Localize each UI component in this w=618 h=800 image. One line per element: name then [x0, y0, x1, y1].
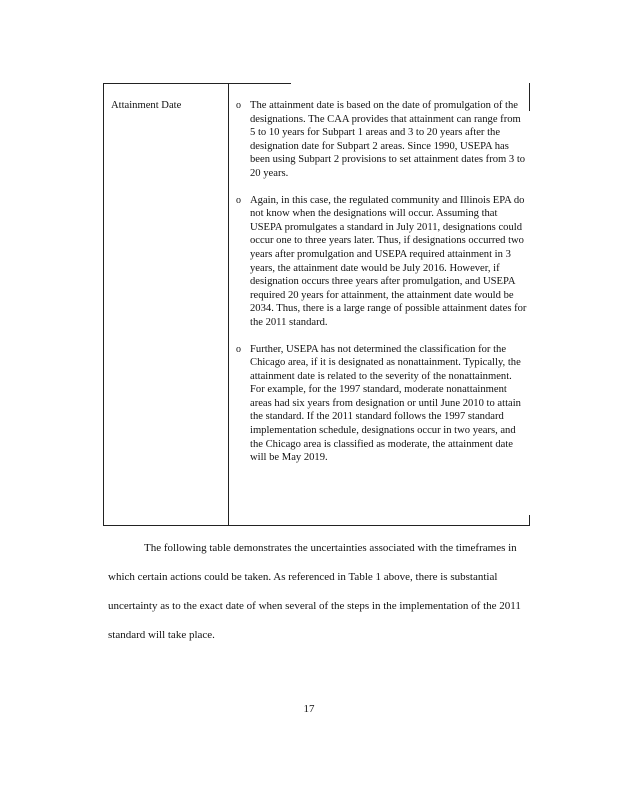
bullet-item — [236, 343, 528, 465]
bullet-marker: o — [236, 194, 241, 206]
bullet-marker: o — [236, 343, 241, 355]
table-top-rule — [103, 83, 291, 84]
body-paragraph: The following table demonstrates the uncertainties associated with the timeframes in which certain actions could be taken. As referenced in Table 1 above, there is substantial uncertainty as to the exact date of when several of the steps in the implementation of the 2011 standard will take place. — [108, 542, 521, 641]
bullet-marker: o — [236, 100, 241, 111]
table-left-border — [103, 83, 104, 526]
row-label-attainment-date: Attainment Date — [111, 100, 182, 111]
bullet-text: Further, USEPA has not determined the classification for the Chicago area, if it is designated as nonattainment. Typically, the attainment date is related to the severity of the nonattainment. For example, for the 1997 standard, moderate nonattainment areas had six years from designation or until June 2010 to attain the standard. If the 2011 standard follows the 1997 standard implementation schedule, designations occur in two years, and the Chicago area is classified as moderate, the attainment date will be May 2019. — [250, 343, 521, 464]
attainment-table — [103, 83, 530, 526]
table-right-border-top — [529, 83, 530, 111]
bullet-text: The attainment date is based on the date of promulgation of the designations. The CAA provides that attainment can range from 5 to 10 years for Subpart 1 areas and 3 to 20 years after the designation date for Subpart 2 areas. Since 1990, USEPA has been using Subpart 2 provisions to set attainment dates from 3 to 20 years. — [250, 100, 526, 179]
bullet-list — [236, 99, 528, 478]
page-number: 17 — [303, 703, 315, 715]
bullet-item — [236, 194, 528, 330]
bullet-item — [236, 99, 528, 181]
bullet-text: Again, in this case, the regulated community and Illinois EPA do not know when the designations will occur. Assuming that USEPA promulgates a standard in July 2011, designations could occur one to three years later. Thus, if designations occurred two years after promulgation and USEPA required attainment in 3 years, the attainment date would be July 2016. However, if designation occurs three years after promulgation, and USEPA required 20 years for attainment, the attainment date would be 2034. Thus, there is a large range of possible attainment dates for the 2011 standard. — [250, 194, 527, 328]
table-bottom-border — [103, 525, 530, 526]
table-column-divider — [228, 83, 229, 526]
body-paragraph-container — [108, 534, 528, 650]
